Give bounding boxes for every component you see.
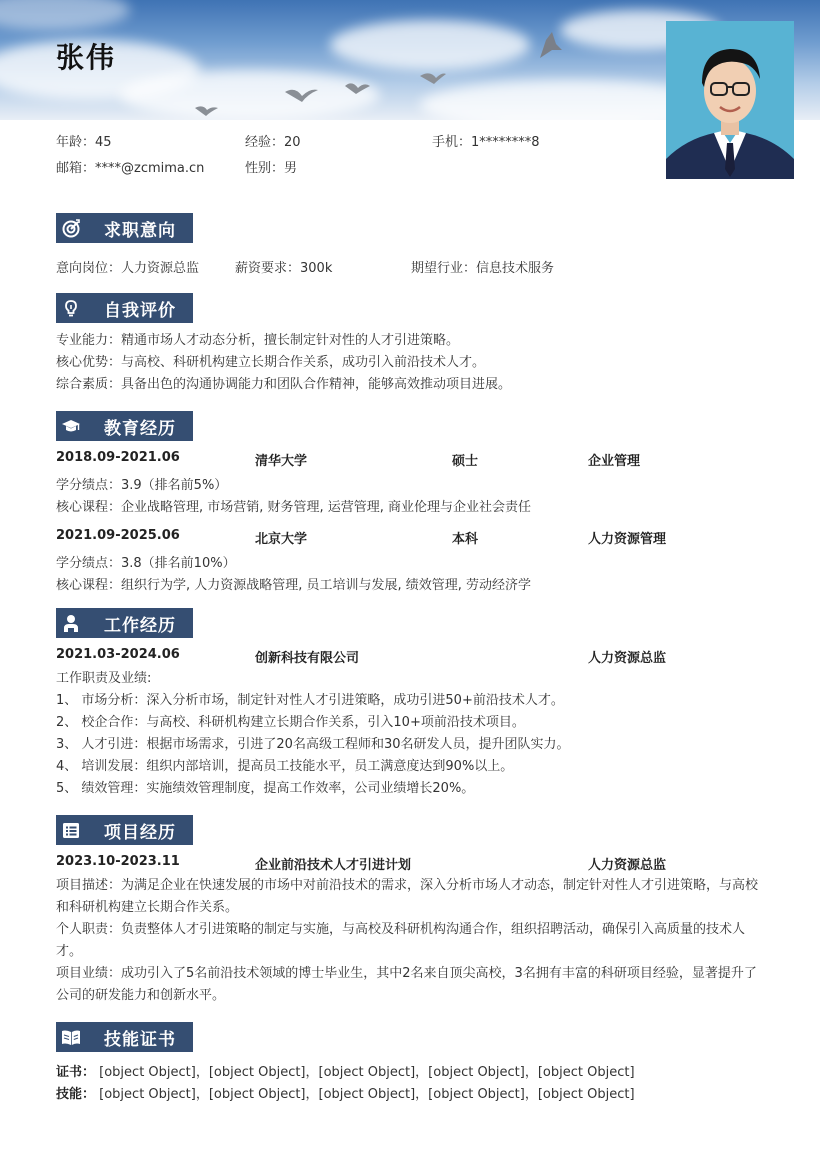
self-eval-list xyxy=(56,330,768,396)
phone-info: 手机：1********8 xyxy=(432,135,540,150)
edu-period: 2018.09-2021.06 xyxy=(56,450,180,465)
work-duty-item: 4、 培训发展：组织内部培训，提高员工技能水平，员工满意度达到90%以上。 xyxy=(56,759,514,774)
intent-salary: 薪资要求：300k xyxy=(235,261,333,276)
edu-school: 北京大学 xyxy=(255,532,308,547)
work-duty-item: 2、 校企合作：与高校、科研机构建立长期合作关系，引入10+项前沿技术项目。 xyxy=(56,715,525,730)
edu-gpa: 学分绩点：3.9（排名前5%） xyxy=(56,478,228,493)
edu-degree: 本科 xyxy=(452,532,479,547)
self-eval-line: 核心优势：与高校、科研机构建立长期合作关系，成功引入前沿技术人才。 xyxy=(56,355,486,370)
work-duty-item: 3、 人才引进：根据市场需求，引进了20名高级工程师和30名研发人员，提升团队实力。 xyxy=(56,737,570,752)
target-icon xyxy=(61,218,81,238)
project-duty: 个人职责：负责整体人才引进策略的制定与实施，与高校及科研机构沟通合作，组织招聘活动，确保引入高质量的技术人才。 xyxy=(56,922,746,959)
edu-degree: 硕士 xyxy=(452,454,479,469)
work-duty-item: 1、 市场分析：深入分析市场，制定针对性人才引进策略，成功引进50+前沿技术人才。 xyxy=(56,693,564,708)
email-info: 邮箱：****@zcmima.cn xyxy=(56,161,205,176)
skills-row xyxy=(56,1083,635,1102)
work-intro: 工作职责及业绩: xyxy=(56,671,152,686)
edu-major: 人力资源管理 xyxy=(588,532,667,547)
intent-position: 意向岗位：人力资源总监 xyxy=(56,261,200,276)
lightbulb-icon xyxy=(61,298,81,318)
book-icon xyxy=(61,1027,81,1047)
gender-info: 性别：男 xyxy=(245,161,298,176)
section-header-work xyxy=(56,608,193,638)
project-desc: 项目描述：为满足企业在快速发展的市场中对前沿技术的需求，深入分析市场人才动态，制定针对性人才引进策略，与高校和科研机构建立长期合作关系。 xyxy=(56,878,759,915)
section-title-intent: 求职意向 xyxy=(104,221,176,241)
project-details xyxy=(56,875,768,1007)
section-header-self-eval xyxy=(56,293,193,323)
work-duties xyxy=(56,668,768,800)
candidate-name: 张伟 xyxy=(56,41,117,74)
edu-major: 企业管理 xyxy=(588,454,641,469)
project-role: 人力资源总监 xyxy=(588,858,667,873)
person-icon xyxy=(61,613,81,633)
self-eval-line: 综合素质：具备出色的沟通协调能力和团队合作精神，能够高效推动项目进展。 xyxy=(56,377,512,392)
section-title-skills: 技能证书 xyxy=(104,1030,176,1050)
graduation-cap-icon xyxy=(61,416,81,436)
work-duty-item: 5、 绩效管理：实施绩效管理制度，提高工作效率，公司业绩增长20%。 xyxy=(56,781,475,796)
section-title-project: 项目经历 xyxy=(104,823,176,843)
project-period: 2023.10-2023.11 xyxy=(56,854,180,869)
certificates-value: [object Object]，[object Object]，[object Object]，[object Object]，[object Object] xyxy=(99,1065,635,1080)
work-role: 人力资源总监 xyxy=(588,651,667,666)
profile-photo xyxy=(666,21,794,179)
section-title-self-eval: 自我评价 xyxy=(104,301,176,321)
self-eval-line: 专业能力：精通市场人才动态分析，擅长制定针对性的人才引进策略。 xyxy=(56,333,460,348)
list-icon xyxy=(61,820,81,840)
edu-courses: 核心课程：组织行为学, 人力资源战略管理, 员工培训与发展, 绩效管理, 劳动经济学 xyxy=(56,578,532,593)
section-header-intent xyxy=(56,213,193,243)
project-name: 企业前沿技术人才引进计划 xyxy=(255,858,412,873)
certificates-label: 证书： xyxy=(56,1065,96,1080)
section-title-education: 教育经历 xyxy=(104,419,176,439)
skills-value: [object Object]，[object Object]，[object Object]，[object Object]，[object Object] xyxy=(99,1087,635,1102)
section-header-skills xyxy=(56,1022,193,1052)
section-header-project xyxy=(56,815,193,845)
edu-courses: 核心课程：企业战略管理, 市场营销, 财务管理, 运营管理, 商业伦理与企业社会责任 xyxy=(56,500,532,515)
edu-period: 2021.09-2025.06 xyxy=(56,528,180,543)
certificates-row xyxy=(56,1061,635,1080)
work-company: 创新科技有限公司 xyxy=(255,651,360,666)
experience-info: 经验：20 xyxy=(245,135,301,150)
section-title-work: 工作经历 xyxy=(104,616,176,636)
section-header-education xyxy=(56,411,193,441)
intent-industry: 期望行业：信息技术服务 xyxy=(411,261,555,276)
skills-label: 技能： xyxy=(56,1087,96,1102)
edu-school: 清华大学 xyxy=(255,454,308,469)
age-info: 年龄：45 xyxy=(56,135,112,150)
project-result: 项目业绩：成功引入了5名前沿技术领域的博士毕业生，其中2名来自顶尖高校，3名拥有丰富的科研项目经验，显著提升了公司的研发能力和创新水平。 xyxy=(56,966,757,1003)
work-period: 2021.03-2024.06 xyxy=(56,647,180,662)
edu-gpa: 学分绩点：3.8（排名前10%） xyxy=(56,556,236,571)
